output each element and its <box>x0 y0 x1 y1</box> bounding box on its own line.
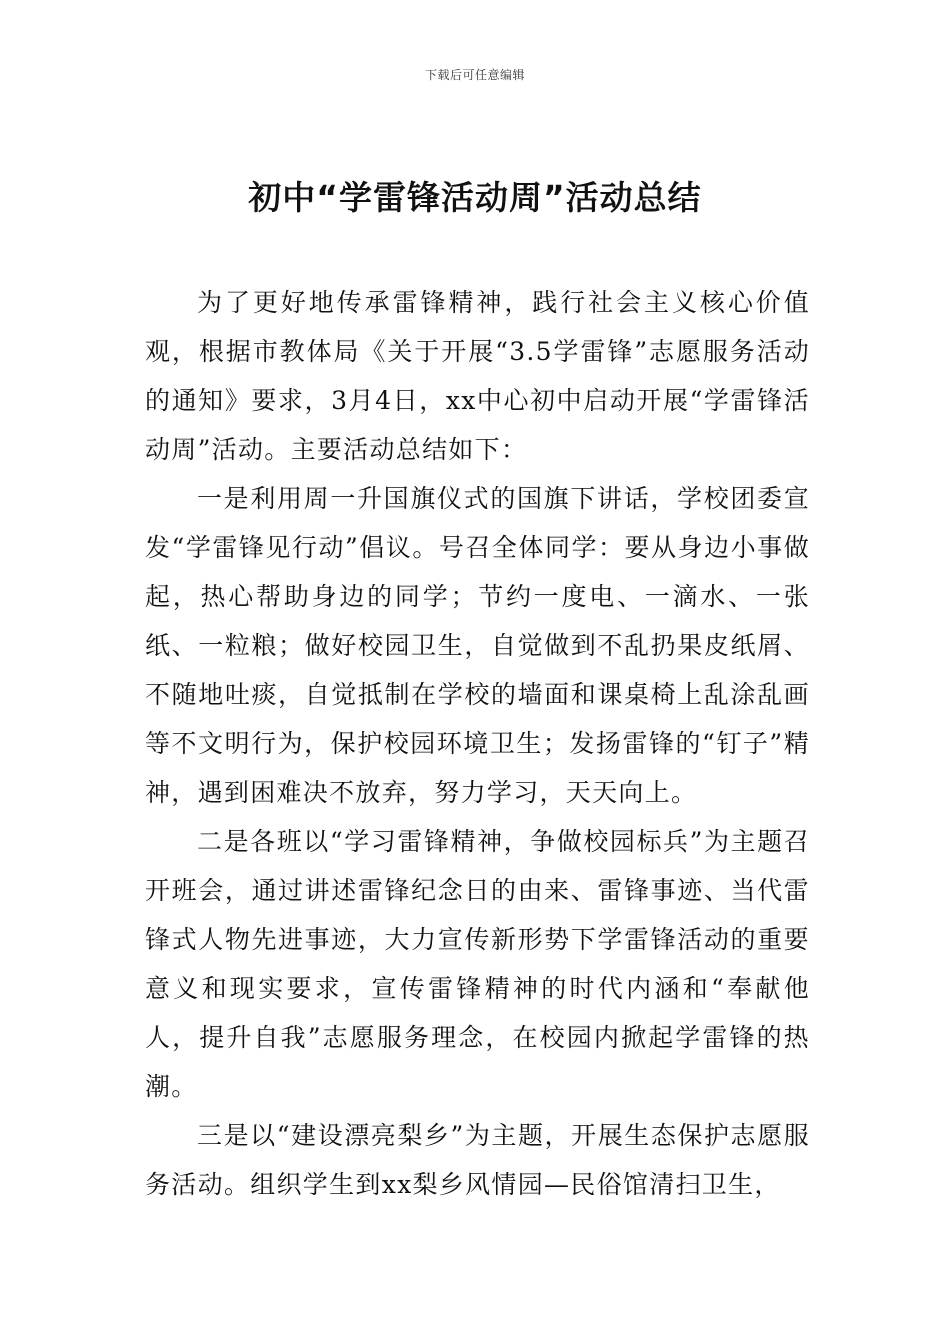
paragraph-activity-two: 二是各班以“学习雷锋精神，争做校园标兵”为主题召开班会，通过讲述雷锋纪念日的由来、雷锋事迹、当代雷锋式人物先进事迹，大力宣传新形势下学雷锋活动的重要意义和现实要求，宣传雷锋精神的时代内涵和“奉献他人，提升自我”志愿服务理念，在校园内掀起学雷锋的热潮。 <box>145 827 810 1101</box>
paragraph-activity-three: 三是以“建设漂亮梨乡”为主题，开展生态保护志愿服务活动。组织学生到xx梨乡风情园—民俗馆清扫卫生， <box>145 1121 810 1199</box>
paragraph-activity-one: 一是利用周一升国旗仪式的国旗下讲话，学校团委宣发“学雷锋见行动”倡议。号召全体同学：要从身边小事做起，热心帮助身边的同学；节约一度电、一滴水、一张纸、一粒粮；做好校园卫生，自觉做到不乱扔果皮纸屑、不随地吐痰，自觉抵制在学校的墙面和课桌椅上乱涂乱画等不文明行为，保护校园环境卫生；发扬雷锋的“钉子”精神，遇到困难决不放弃，努力学习，天天向上。 <box>145 484 810 807</box>
header-note: 下载后可任意编辑 <box>424 68 525 82</box>
document-title: 初中“学雷锋活动周”活动总结 <box>248 178 702 217</box>
document-body <box>145 278 810 1209</box>
paragraph-intro: 为了更好地传承雷锋精神，践行社会主义核心价值观，根据市教体局《关于开展“3.5学雷锋”志愿服务活动的通知》要求，3月4日，xx中心初中启动开展“学雷锋活动周”活动。主要活动总结如下： <box>145 288 810 464</box>
